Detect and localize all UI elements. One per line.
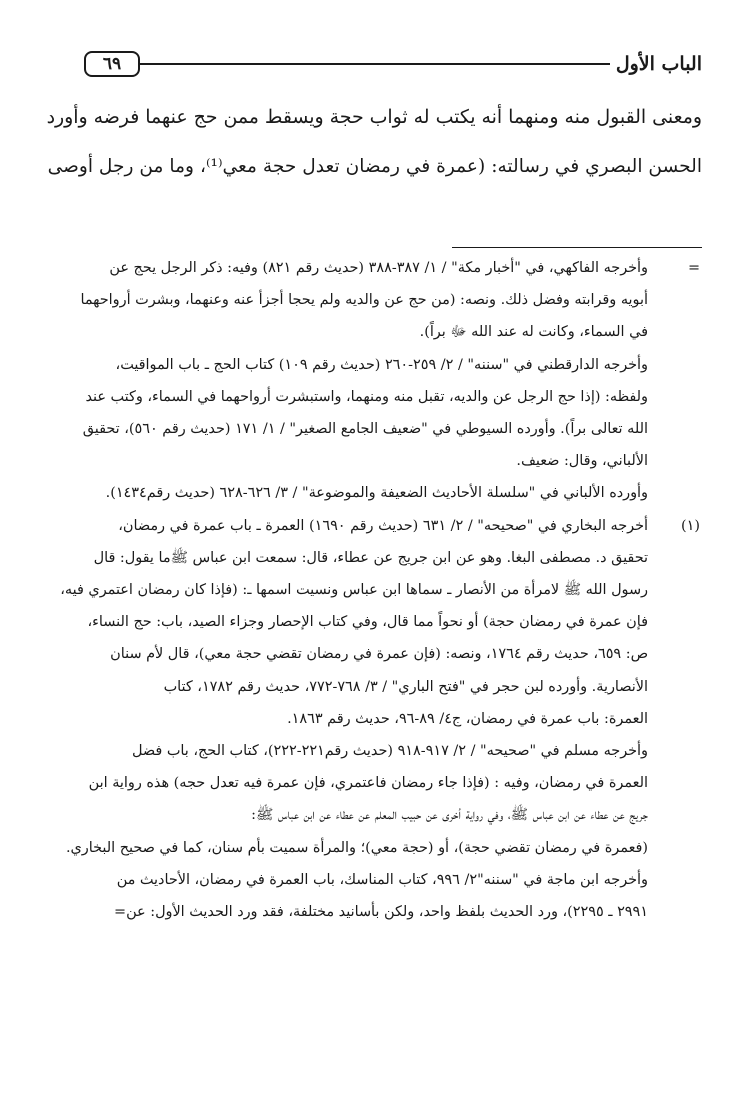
footnote-line bbox=[40, 896, 702, 928]
footnote-line bbox=[40, 349, 702, 381]
footnote-text: في السماء، وكانت له عند الله ﷻ براً). bbox=[419, 324, 648, 341]
footnote-text: أبويه وقرابته وفضل ذلك. ونصه: (من حج عن والديه ولم يحجا أجزأ عنه وعنهما، وبشرت أرواحهما bbox=[80, 292, 648, 309]
footnote-line bbox=[40, 735, 702, 767]
header-rule bbox=[140, 63, 610, 65]
footnote-text: ٢٩٩١ ـ ٢٢٩٥)، ورد الحديث بلفظ واحد، ولكن بأسانيد مختلفة، فقد ورد الحديث الأول: عن= bbox=[114, 904, 648, 921]
footnote-marker: (١) bbox=[681, 517, 700, 534]
footnote-text: وأورده الألباني في "سلسلة الأحاديث الضعيفة والموضوعة" / ٣/ ٦٢٦-٦٢٨ (حديث رقم١٤٣٤). bbox=[105, 485, 648, 502]
footnote-line bbox=[40, 832, 702, 864]
footnote-text: جريج عن عطاء عن ابن عباس ﷺ، وفي رواية أخرى عن حبيب المعلم عن عطاء عن ابن عباس ﷺ: bbox=[251, 807, 648, 824]
footnote-line bbox=[40, 445, 702, 477]
footnote-text: وأخرجه الفاكهي، في "أخبار مكة" / ١/ ٣٨٧-٣٨٨ (حديث رقم ٨٢١) وفيه: ذكر الرجل يحج عن bbox=[109, 260, 648, 276]
footnote-text: الألباني، وقال: ضعيف. bbox=[516, 453, 648, 470]
footnote-line bbox=[40, 252, 702, 284]
footnote-text: تحقيق د. مصطفى البغا. وهو عن ابن جريج عن عطاء، قال: سمعت ابن عباس ﷺما يقول: قال bbox=[93, 549, 648, 566]
footnote-text: أخرجه البخاري في "صحيحه" / ٢/ ٦٣١ (حديث رقم ١٦٩٠) العمرة ـ باب عمرة في رمضان، bbox=[118, 517, 648, 534]
footnote-line bbox=[40, 574, 702, 606]
chapter-title: الباب الأول bbox=[615, 53, 702, 75]
footnote-line bbox=[40, 413, 702, 445]
footnote-line bbox=[40, 542, 702, 574]
footnote-line bbox=[40, 703, 702, 735]
footnote-line bbox=[40, 316, 702, 348]
footnote-line bbox=[40, 767, 702, 799]
footnote-line bbox=[40, 671, 702, 703]
footnote-text: فإن عمرة في رمضان حجة) أو نحواً مما قال، وفي كتاب الإحصار وجزاء الصيد، باب: حج النساء، bbox=[87, 614, 648, 631]
footnote-text: ولفظه: (إذا حج الرجل عن والديه، تقبل منه ومنهما، واستبشرت أرواحهما في السماء، وكتب عند bbox=[85, 388, 648, 405]
footnote-text: ص: ٦٥٩، حديث رقم ١٧٦٤، ونصه: (فإن عمرة في رمضان تقضي حجة معي)، قال لأم سنان bbox=[110, 646, 648, 663]
footnote-line bbox=[40, 381, 702, 413]
footnote-text: العمرة في رمضان، وفيه : (فإذا جاء رمضان فاعتمري، فإن عمرة فيه تعدل حجه) هذه رواية ابن bbox=[88, 775, 648, 792]
footnote-line bbox=[40, 510, 702, 542]
footnote-text: الله تعالى براً). وأورده السيوطي في "ضعيف الجامع الصغير" / ١/ ١٧١ (حديث رقم ٥٦٠)، تحقيق bbox=[82, 421, 648, 438]
footnote-line bbox=[40, 638, 702, 670]
footnote-text: وأخرجه مسلم في "صحيحه" / ٢/ ٩١٧-٩١٨ (حديث رقم٢٢١-٢٢٢)، كتاب الحج، باب فضل bbox=[132, 743, 648, 760]
footnote-line bbox=[40, 606, 702, 638]
footnote-marker: = bbox=[687, 260, 700, 276]
footnote-line bbox=[40, 477, 702, 509]
footnote-line bbox=[40, 864, 702, 896]
page-number: ٦٩ bbox=[84, 51, 140, 77]
footnote-text: وأخرجه الدارقطني في "سننه" / ٢/ ٢٥٩-٢٦٠ (حديث رقم ١٠٩) كتاب الحج ـ باب المواقيت، bbox=[115, 356, 648, 373]
footnotes bbox=[40, 252, 702, 928]
footnote-line bbox=[40, 799, 702, 831]
main-text bbox=[44, 92, 702, 192]
footnote-text: وأخرجه ابن ماجة في "سننه"٢/ ٩٩٦، كتاب المناسك، باب العمرة في رمضان، الأحاديث من bbox=[116, 871, 648, 888]
footnote-line bbox=[40, 284, 702, 316]
footnote-divider bbox=[452, 247, 702, 248]
running-header bbox=[84, 46, 702, 82]
main-text-line: ومعنى القبول منه ومنهما أنه يكتب له ثواب حجة ويسقط ممن حج عنهما فرضه وأورد bbox=[46, 106, 702, 128]
main-text-line: الحسن البصري في رسالته: (عمرة في رمضان تعدل حجة معي⁽¹⁾، وما من رجل أوصى bbox=[47, 156, 702, 177]
footnote-text: (فعمرة في رمضان تقضي حجة)، أو (حجة معي)؛ والمرأة سميت بأم سنان، كما في صحيح البخاري. bbox=[65, 839, 648, 856]
footnote-text: الأنصارية. وأورده لبن حجر في "فتح الباري" / ٣/ ٧٦٨-٧٧٢، حديث رقم ١٧٨٢، كتاب bbox=[163, 678, 648, 695]
footnote-text: العمرة: باب عمرة في رمضان، ج٤/ ٨٩-٩٦، حديث رقم ١٨٦٣. bbox=[287, 710, 648, 727]
footnote-text: رسول الله ﷺ لامرأة من الأنصار ـ سماها ابن عباس ونسيت اسمها ـ: (فإذا كان رمضان اعتمري فيه، bbox=[60, 582, 648, 599]
